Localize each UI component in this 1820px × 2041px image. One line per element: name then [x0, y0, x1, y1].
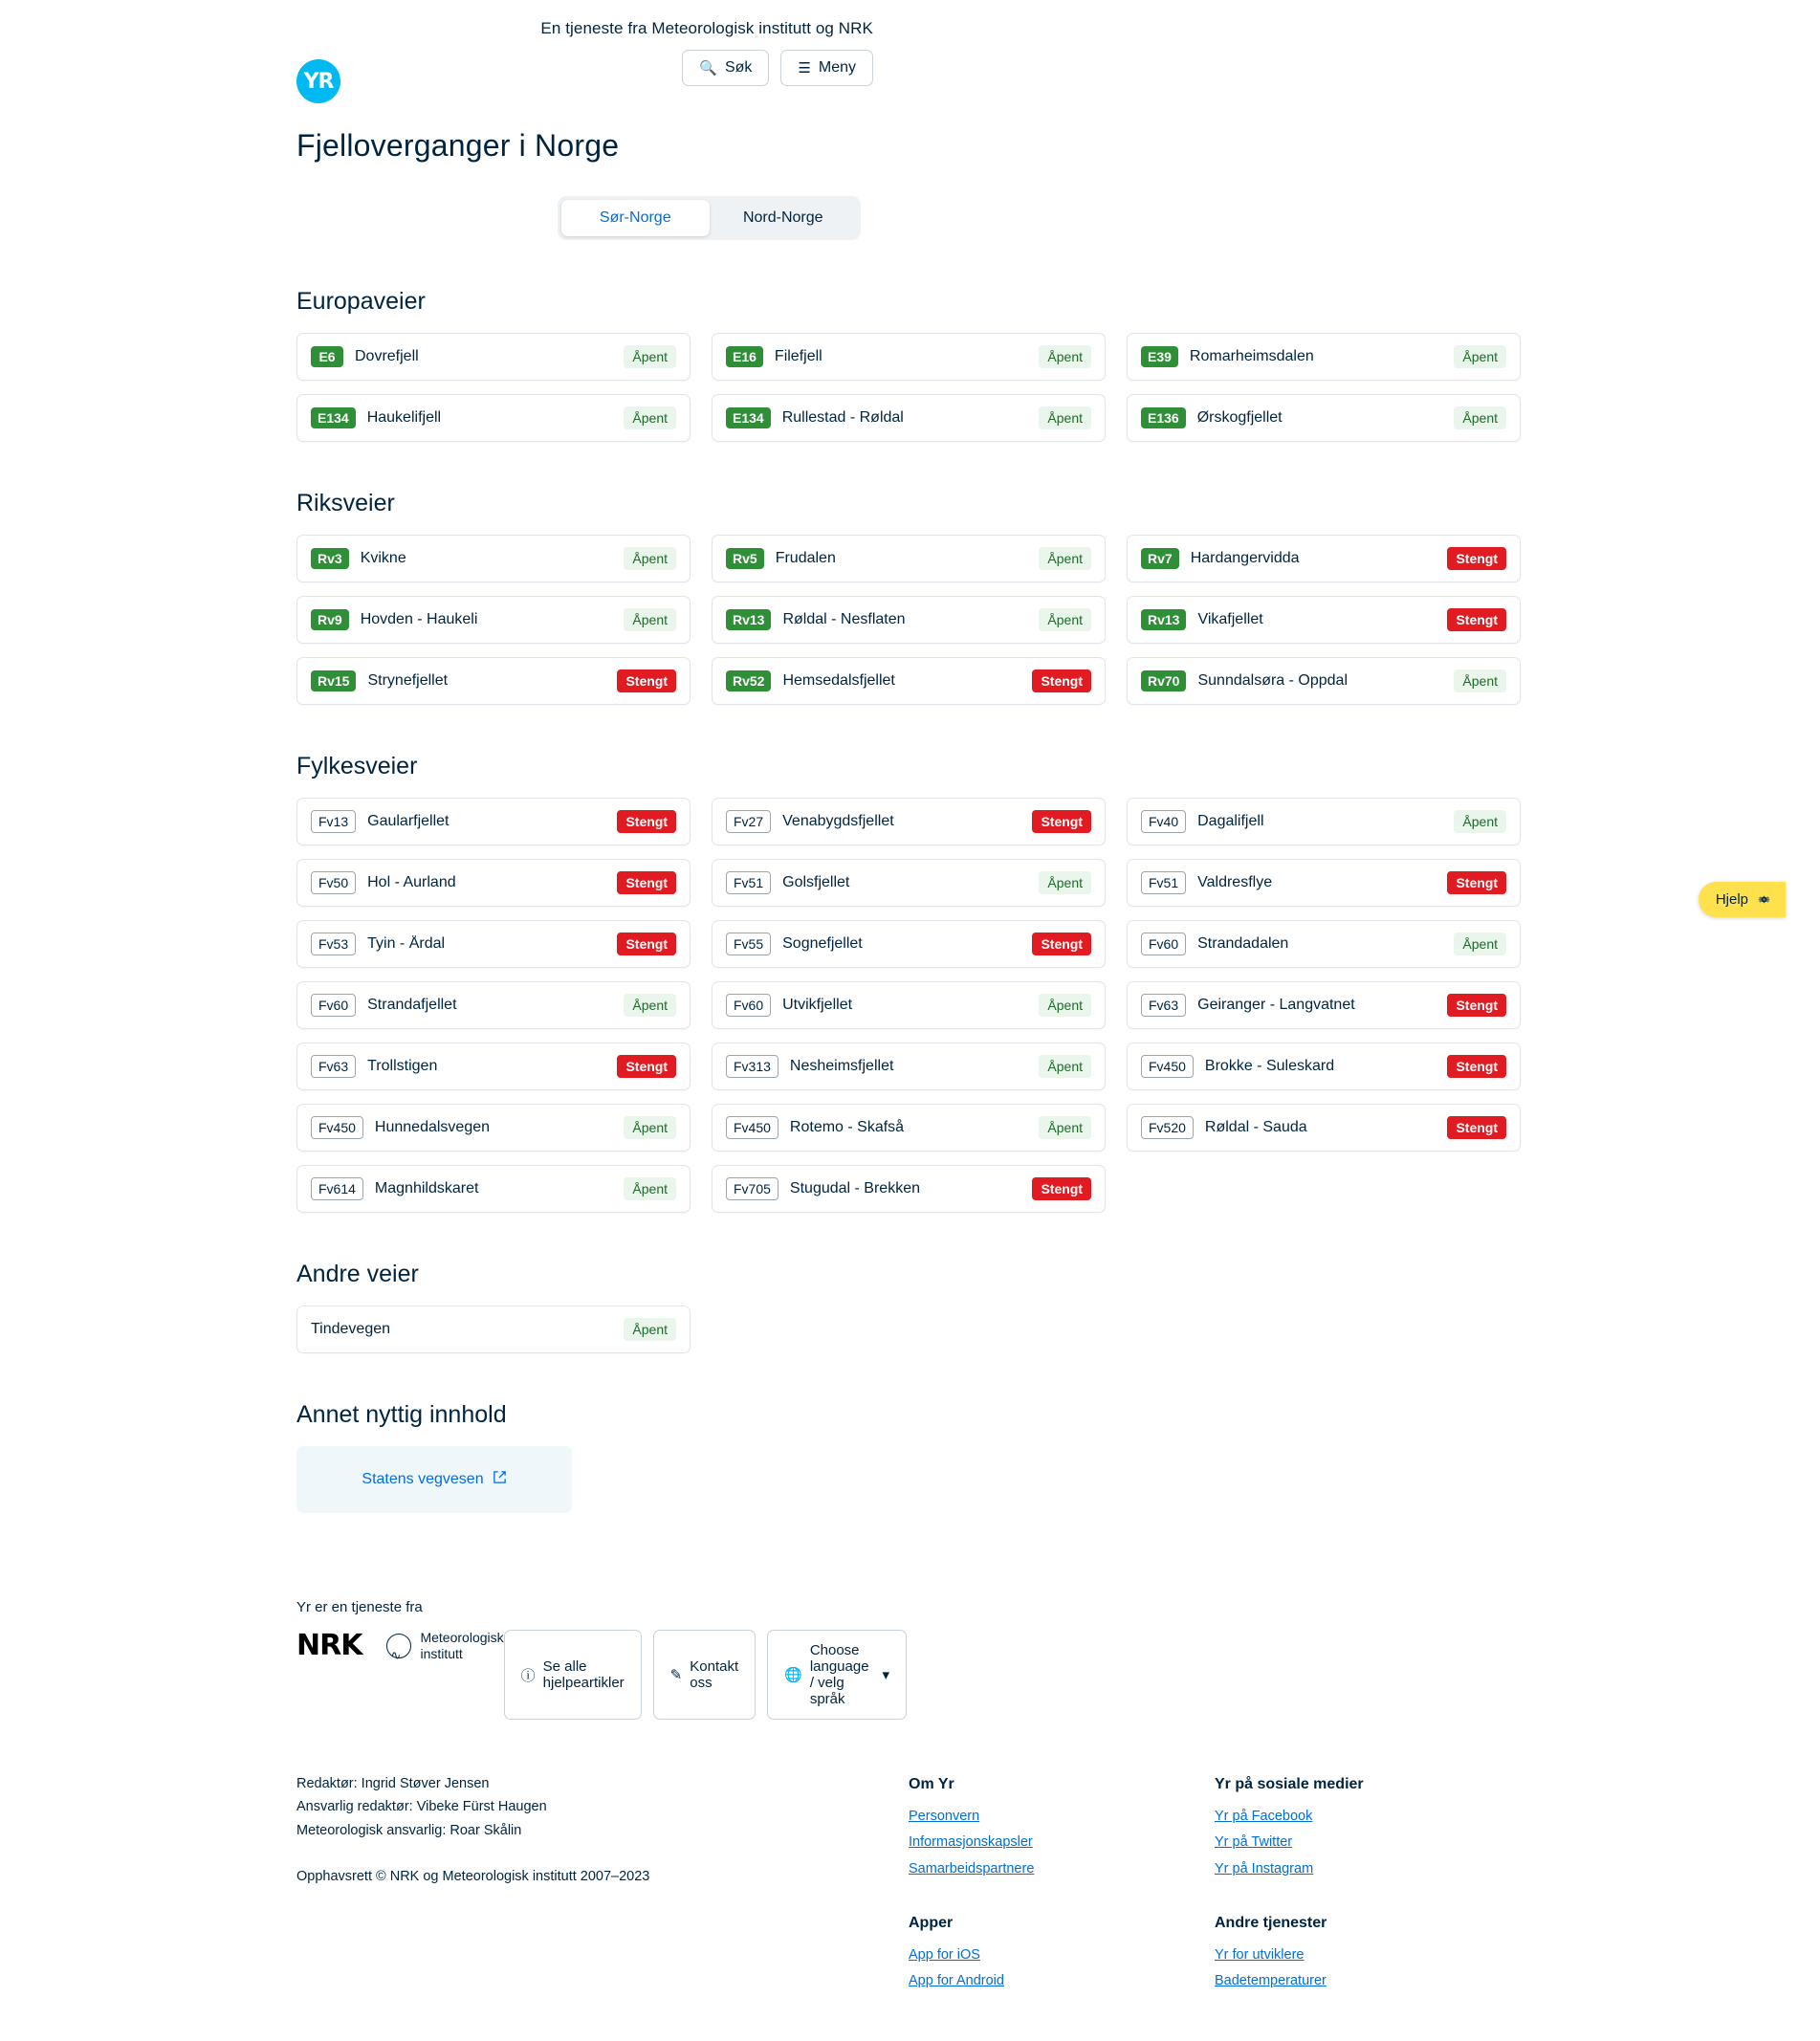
- road-name: Frudalen: [775, 550, 836, 566]
- footer-button-label: Kontakt oss: [690, 1658, 739, 1691]
- met-circle-icon: [386, 1634, 411, 1658]
- other-content-title: Annet nyttig innhold: [296, 1401, 507, 1428]
- road-number-badge: E134: [726, 407, 771, 428]
- road-name: Geiranger - Langvatnet: [1197, 997, 1355, 1013]
- statens-vegvesen-label: Statens vegvesen: [362, 1471, 484, 1487]
- road-card[interactable]: [1127, 920, 1521, 968]
- road-card[interactable]: [296, 1104, 691, 1152]
- footer-block-heading: Yr på sosiale medier: [1215, 1776, 1364, 1792]
- search-button[interactable]: [682, 50, 769, 86]
- search-button-label: Søk: [724, 59, 753, 76]
- section-title: Europaveier: [296, 288, 426, 315]
- road-card[interactable]: [712, 1165, 1106, 1213]
- road-name: Filefjell: [774, 348, 822, 364]
- road-sections: [296, 288, 1498, 1353]
- status-badge: Åpent: [624, 547, 676, 570]
- road-name: Hardangervidda: [1190, 550, 1300, 566]
- footer-service-from: Yr er en tjeneste fra: [296, 1599, 423, 1615]
- road-number-badge: Fv50: [311, 871, 356, 894]
- road-name: Trollstigen: [367, 1058, 438, 1074]
- main-content: [0, 288, 1820, 1513]
- footer-button-label: Se alle hjelpeartikler: [542, 1658, 625, 1691]
- footer-link-block: [909, 1912, 1215, 1992]
- help-circle-icon: ⓘ: [520, 1667, 536, 1684]
- road-card[interactable]: [1127, 333, 1521, 381]
- search-icon: 🔍: [699, 59, 717, 77]
- status-badge: Åpent: [1039, 608, 1091, 631]
- road-card[interactable]: [296, 1306, 691, 1353]
- status-badge: Åpent: [1039, 1116, 1091, 1139]
- status-badge: Åpent: [1039, 871, 1091, 894]
- footer-link-block: [1215, 1773, 1521, 1879]
- status-badge: Åpent: [624, 1318, 676, 1341]
- road-number-badge: Fv313: [726, 1055, 778, 1078]
- road-name: Gaularfjellet: [367, 813, 450, 829]
- status-badge: Stengt: [1447, 1055, 1506, 1078]
- road-name: Magnhildskaret: [374, 1180, 479, 1196]
- external-link-icon: [493, 1470, 507, 1489]
- road-card[interactable]: [712, 981, 1106, 1029]
- editor-credit: Meteorologisk ansvarlig: Roar Skålin: [296, 1822, 522, 1838]
- road-card[interactable]: [1127, 981, 1521, 1029]
- road-name: Nesheimsfjellet: [789, 1058, 894, 1074]
- status-badge: Stengt: [617, 933, 676, 955]
- footer-button-0[interactable]: [504, 1630, 642, 1720]
- header-actions: [682, 50, 873, 86]
- road-card[interactable]: [712, 596, 1106, 644]
- road-card[interactable]: [296, 1165, 691, 1213]
- footer-links-col-1: [909, 1773, 1215, 1997]
- statens-vegvesen-link[interactable]: [296, 1446, 572, 1513]
- road-card[interactable]: [296, 1042, 691, 1090]
- road-card[interactable]: [296, 859, 691, 907]
- help-widget[interactable]: [1699, 882, 1786, 917]
- road-number-badge: E39: [1141, 346, 1178, 367]
- road-card[interactable]: [1127, 596, 1521, 644]
- chevron-down-icon: ▾: [882, 1667, 890, 1683]
- road-name: Rotemo - Skafså: [789, 1119, 905, 1135]
- road-name: Hovden - Haukeli: [360, 611, 478, 627]
- status-badge: Åpent: [1039, 994, 1091, 1017]
- status-badge: Stengt: [1447, 1116, 1506, 1139]
- met-logo: [386, 1630, 503, 1660]
- road-name: Hemsedalsfjellet: [782, 672, 895, 689]
- road-name: Sognefjellet: [782, 935, 863, 952]
- road-number-badge: Fv53: [311, 933, 356, 955]
- road-number-badge: Fv40: [1141, 810, 1186, 833]
- editor-credits: [296, 1773, 909, 1841]
- road-number-badge: Rv7: [1141, 548, 1179, 569]
- hamburger-icon: ☰: [798, 59, 811, 77]
- road-card[interactable]: [1127, 535, 1521, 582]
- status-badge: Stengt: [617, 810, 676, 833]
- road-card[interactable]: [296, 920, 691, 968]
- footer-button-2[interactable]: [767, 1630, 907, 1720]
- road-card[interactable]: [1127, 859, 1521, 907]
- footer-block-heading: Andre tjenester: [1215, 1915, 1327, 1932]
- road-card[interactable]: [296, 394, 691, 442]
- road-card[interactable]: [1127, 657, 1521, 705]
- service-note: En tjeneste fra Meteorologisk institutt og NRK: [540, 19, 873, 37]
- footer-links-col-2: [1215, 1773, 1521, 1997]
- status-badge: Åpent: [1039, 406, 1091, 429]
- status-badge: Åpent: [1454, 345, 1506, 368]
- road-number-badge: Fv450: [311, 1116, 363, 1139]
- status-badge: Stengt: [1032, 810, 1091, 833]
- road-name: Tyin - Årdal: [367, 935, 446, 952]
- editor-credit: Redaktør: Ingrid Støver Jensen: [296, 1776, 490, 1791]
- menu-button-label: Meny: [818, 59, 856, 76]
- footer-brand: [296, 1599, 504, 1662]
- gear-icon: [1756, 891, 1772, 908]
- road-number-badge: Fv27: [726, 810, 771, 833]
- status-badge: Åpent: [624, 994, 676, 1017]
- road-name: Hunnedalsvegen: [374, 1119, 491, 1135]
- road-number-badge: Fv51: [1141, 871, 1186, 894]
- road-card[interactable]: [296, 798, 691, 845]
- road-number-badge: Fv63: [1141, 994, 1186, 1017]
- road-name: Røldal - Sauda: [1204, 1119, 1307, 1135]
- road-number-badge: Fv60: [311, 994, 356, 1017]
- footer-block-heading: Om Yr: [909, 1776, 954, 1792]
- road-number-badge: Rv5: [726, 548, 764, 569]
- road-number-badge: Fv51: [726, 871, 771, 894]
- status-badge: Stengt: [617, 669, 676, 692]
- road-name: Valdresflye: [1197, 874, 1273, 890]
- road-number-badge: Fv520: [1141, 1116, 1194, 1139]
- road-number-badge: E6: [311, 346, 343, 367]
- road-number-badge: Fv614: [311, 1177, 363, 1200]
- road-card[interactable]: [712, 657, 1106, 705]
- road-card[interactable]: [1127, 394, 1521, 442]
- road-number-badge: Rv13: [726, 609, 771, 630]
- globe-icon: 🌐: [784, 1667, 802, 1683]
- status-badge: Stengt: [1447, 994, 1506, 1017]
- footer-link[interactable]: Yr for utviklere: [1215, 1947, 1305, 1963]
- road-card[interactable]: [296, 535, 691, 582]
- footer-button-label: Choose language / velg språk: [809, 1642, 869, 1707]
- footer-link-block: [909, 1773, 1215, 1879]
- met-logo-line1: Meteorologisk: [420, 1630, 504, 1646]
- road-name: Haukelifjell: [366, 409, 442, 426]
- section-title: Fylkesveier: [296, 753, 418, 779]
- footer-link[interactable]: Informasjonskapsler: [909, 1834, 1033, 1851]
- road-number-badge: Fv450: [726, 1116, 778, 1139]
- status-badge: Åpent: [624, 608, 676, 631]
- road-name: Røldal - Nesflaten: [782, 611, 906, 627]
- road-number-badge: Fv60: [1141, 933, 1186, 955]
- road-number-badge: Rv9: [311, 609, 349, 630]
- road-name: Tindevegen: [311, 1321, 391, 1337]
- road-number-badge: Rv3: [311, 548, 349, 569]
- status-badge: Åpent: [1039, 1055, 1091, 1078]
- page-title: Fjelloverganger i Norge: [296, 128, 620, 163]
- road-number-badge: Rv15: [311, 670, 356, 691]
- footer-editors-col: [296, 1773, 909, 1997]
- road-name: Dagalifjell: [1197, 813, 1264, 829]
- footer-link[interactable]: Personvern: [909, 1808, 980, 1824]
- road-card[interactable]: [296, 981, 691, 1029]
- tab-nord-norge[interactable]: Nord-Norge: [742, 209, 823, 226]
- status-badge: Åpent: [624, 345, 676, 368]
- road-number-badge: E136: [1141, 407, 1186, 428]
- road-number-badge: Fv55: [726, 933, 771, 955]
- footer-block-heading: Apper: [909, 1915, 954, 1932]
- status-badge: Stengt: [617, 871, 676, 894]
- road-name: Strandadalen: [1197, 935, 1289, 952]
- road-number-badge: Fv450: [1141, 1055, 1194, 1078]
- road-card[interactable]: [712, 920, 1106, 968]
- nrk-logo: NRK: [296, 1629, 362, 1662]
- road-name: Vikafjellet: [1197, 611, 1263, 627]
- road-name: Brokke - Suleskard: [1204, 1058, 1335, 1074]
- status-badge: Åpent: [1454, 406, 1506, 429]
- footer-link[interactable]: Samarbeidspartnere: [909, 1860, 1035, 1876]
- road-name: Venabygdsfjellet: [782, 813, 894, 829]
- footer-link[interactable]: Yr på Facebook: [1215, 1808, 1313, 1824]
- road-card[interactable]: [712, 535, 1106, 582]
- footer-link[interactable]: App for Android: [909, 1973, 1004, 1989]
- road-name: Strandafjellet: [367, 997, 457, 1013]
- road-grid: [296, 535, 1498, 705]
- road-name: Ørskogfjellet: [1196, 409, 1283, 426]
- road-card[interactable]: [296, 657, 691, 705]
- road-number-badge: Fv705: [726, 1177, 778, 1200]
- footer-link[interactable]: App for iOS: [909, 1947, 980, 1963]
- footer-button-1[interactable]: [653, 1630, 756, 1720]
- footer-link[interactable]: Yr på Instagram: [1215, 1860, 1314, 1876]
- road-card[interactable]: [712, 1042, 1106, 1090]
- status-badge: Stengt: [1447, 871, 1506, 894]
- road-name: Golsfjellet: [782, 874, 850, 890]
- status-badge: Åpent: [1039, 547, 1091, 570]
- status-badge: Stengt: [617, 1055, 676, 1078]
- road-name: Sunndalsøra - Oppdal: [1197, 672, 1348, 689]
- met-logo-line2: institutt: [420, 1645, 463, 1661]
- section-title: Riksveier: [296, 490, 395, 516]
- help-widget-label: Hjelp: [1715, 891, 1748, 908]
- road-card[interactable]: [712, 859, 1106, 907]
- road-card[interactable]: [296, 596, 691, 644]
- road-number-badge: Fv60: [726, 994, 771, 1017]
- road-card[interactable]: [712, 798, 1106, 845]
- road-card[interactable]: [296, 333, 691, 381]
- section-title: Andre veier: [296, 1261, 419, 1287]
- road-name: Strynefjellet: [367, 672, 449, 689]
- road-card[interactable]: [712, 1104, 1106, 1152]
- yr-logo-icon[interactable]: YR: [296, 59, 340, 103]
- site-footer: [0, 1599, 1820, 1997]
- status-badge: Stengt: [1447, 547, 1506, 570]
- road-card[interactable]: [1127, 1042, 1521, 1090]
- footer-buttons: [504, 1599, 907, 1720]
- road-name: Rullestad - Røldal: [781, 409, 904, 426]
- road-number-badge: E134: [311, 407, 356, 428]
- status-badge: Åpent: [1454, 669, 1506, 692]
- status-badge: Stengt: [1032, 1177, 1091, 1200]
- road-name: Kvikne: [360, 550, 406, 566]
- region-tabs-wrapper: [0, 196, 1820, 240]
- menu-button[interactable]: [780, 50, 873, 86]
- road-number-badge: Rv52: [726, 670, 771, 691]
- status-badge: Åpent: [1039, 345, 1091, 368]
- pencil-icon: ✎: [669, 1667, 683, 1683]
- road-number-badge: Rv13: [1141, 609, 1186, 630]
- editor-credit: Ansvarlig redaktør: Vibeke Fürst Haugen: [296, 1799, 547, 1815]
- region-tabs: [558, 196, 861, 240]
- copyright: Opphavsrett © NRK og Meteorologisk institutt 2007–2023: [296, 1869, 650, 1885]
- road-card[interactable]: [712, 394, 1106, 442]
- road-grid: [296, 1306, 873, 1353]
- status-badge: Åpent: [1454, 933, 1506, 955]
- road-name: Dovrefjell: [355, 348, 419, 364]
- road-number-badge: E16: [726, 346, 763, 367]
- status-badge: Åpent: [624, 1177, 676, 1200]
- footer-link[interactable]: Badetemperaturer: [1215, 1973, 1327, 1989]
- road-grid: [296, 798, 1498, 1213]
- status-badge: Åpent: [624, 406, 676, 429]
- road-card[interactable]: [1127, 798, 1521, 845]
- road-grid: [296, 333, 1498, 442]
- status-badge: Stengt: [1032, 933, 1091, 955]
- road-number-badge: Fv63: [311, 1055, 356, 1078]
- status-badge: Stengt: [1447, 608, 1506, 631]
- road-name: Utvikfjellet: [782, 997, 853, 1013]
- road-number-badge: Fv13: [311, 810, 356, 833]
- site-header: [0, 38, 1820, 103]
- status-badge: Åpent: [624, 1116, 676, 1139]
- road-name: Romarheimsdalen: [1189, 348, 1314, 364]
- footer-link[interactable]: Yr på Twitter: [1215, 1834, 1293, 1851]
- road-number-badge: Rv70: [1141, 670, 1186, 691]
- road-name: Stugudal - Brekken: [789, 1180, 920, 1196]
- tab-sor-norge[interactable]: Sør-Norge: [561, 200, 710, 236]
- road-name: Hol - Aurland: [367, 874, 456, 890]
- road-card[interactable]: [1127, 1104, 1521, 1152]
- status-badge: Åpent: [1454, 810, 1506, 833]
- road-card[interactable]: [712, 333, 1106, 381]
- footer-link-block: [1215, 1912, 1521, 1992]
- status-badge: Stengt: [1032, 669, 1091, 692]
